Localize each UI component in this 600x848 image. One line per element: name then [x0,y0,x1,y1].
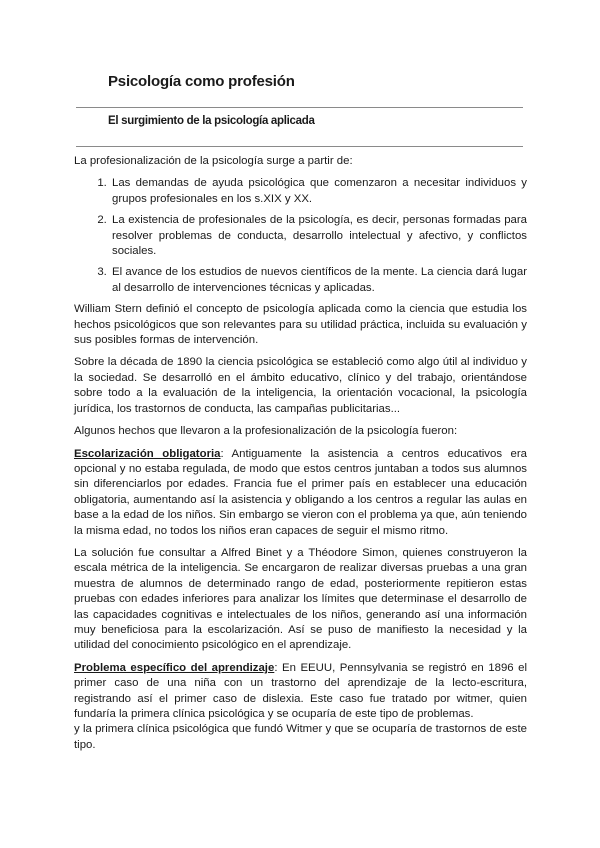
escolarizacion-paragraph [74,447,527,539]
hechos-paragraph: Algunos hechos que llevaron a la profesionalización de la psicología fueron: [74,425,458,438]
divider-bottom [76,146,523,147]
escolarizacion-text: : Antiguamente la asistencia a centros educativos era opcional y no estaba regulada, de modo que estos centros juntaban a todos sus alumnos sin diferenciarlos por edades. Francia fue el primer país en establecer una educación obligatoria, aumentando así la asistencia y obligando a los centros a regular las aulas en base a la edad de los niños. Sin embargo se vieron con el problema ya que, aún teniendo la misma edad, no todos los niños eran capaces de seguir el mismo ritmo. [74,447,527,537]
list-item: 3. El avance de los estudios de nuevos científicos de la mente. La ciencia dará lugar al desarrollo de intervenciones técnicas y aplicadas. [110,265,527,296]
document-body [74,154,527,760]
problema-heading: Problema específico del aprendizaje [74,661,275,674]
witmer-paragraph: y la primera clínica psicológica que fundó Witmer y que se ocuparía de trastornos de este tipo. [74,723,527,751]
problema-paragraph [74,661,527,723]
list-item: 1. Las demandas de ayuda psicológica que comenzaron a necesitar individuos y grupos profesionales en los s.XIX y XX. [110,176,527,207]
escolarizacion-heading: Escolarización obligatoria [74,447,221,460]
problema-text: : En EEUU, Pennsylvania se registró en 1896 el primer caso de una niña con un trastorno del aprendizaje de la lecto-escritura, registrando así el primer caso de dislexia. Este caso fue tratado por witmer, quien fundaría la primera clínica psicológica y se ocuparía de este tipo de problemas. [74,661,527,720]
origins-list [74,176,527,296]
decada-paragraph: Sobre la década de 1890 la ciencia psicológica se estableció como algo útil al individuo y la sociedad. Se desarrolló en el ámbito educativo, clínico y del trabajo, orientándose sobre todo a la evaluación de la inteligencia, la orientación vocacional, la psicología jurídica, los trastornos de conducta, las campañas publicitarias... [74,356,527,415]
divider-top [76,107,523,108]
list-item: 2. La existencia de profesionales de la psicología, es decir, personas formadas para resolver problemas de conducta, desarrollo intelectual y afectivo, y conflictos sociales. [110,213,527,259]
page-title: Psicología como profesión [108,73,295,90]
stern-paragraph: William Stern definió el concepto de psicología aplicada como la ciencia que estudia los hechos psicológicos que son relevantes para su utilidad práctica, incluida su evaluación y sus posibles formas de intervención. [74,303,527,347]
intro-paragraph: La profesionalización de la psicología surge a partir de: [74,155,353,167]
binet-paragraph: La solución fue consultar a Alfred Binet y a Théodore Simon, quienes construyeron la escala métrica de la inteligencia. Se encargaron de realizar diversas pruebas a una gran muestra de alumnos de determinado rango de edad, posteriormente repitieron estas pruebas con edades inferiores para analizar los límites que determinase el desarrollo de las capacidades cognitivas e intelectuales de los niños, generando así una información muy beneficiosa para la escolarización. Así se puso de manifiesto la necesidad y la utilidad del conocimiento psicológico en el aprendizaje. [74,546,527,652]
section-subtitle: El surgimiento de la psicología aplicada [108,115,315,127]
